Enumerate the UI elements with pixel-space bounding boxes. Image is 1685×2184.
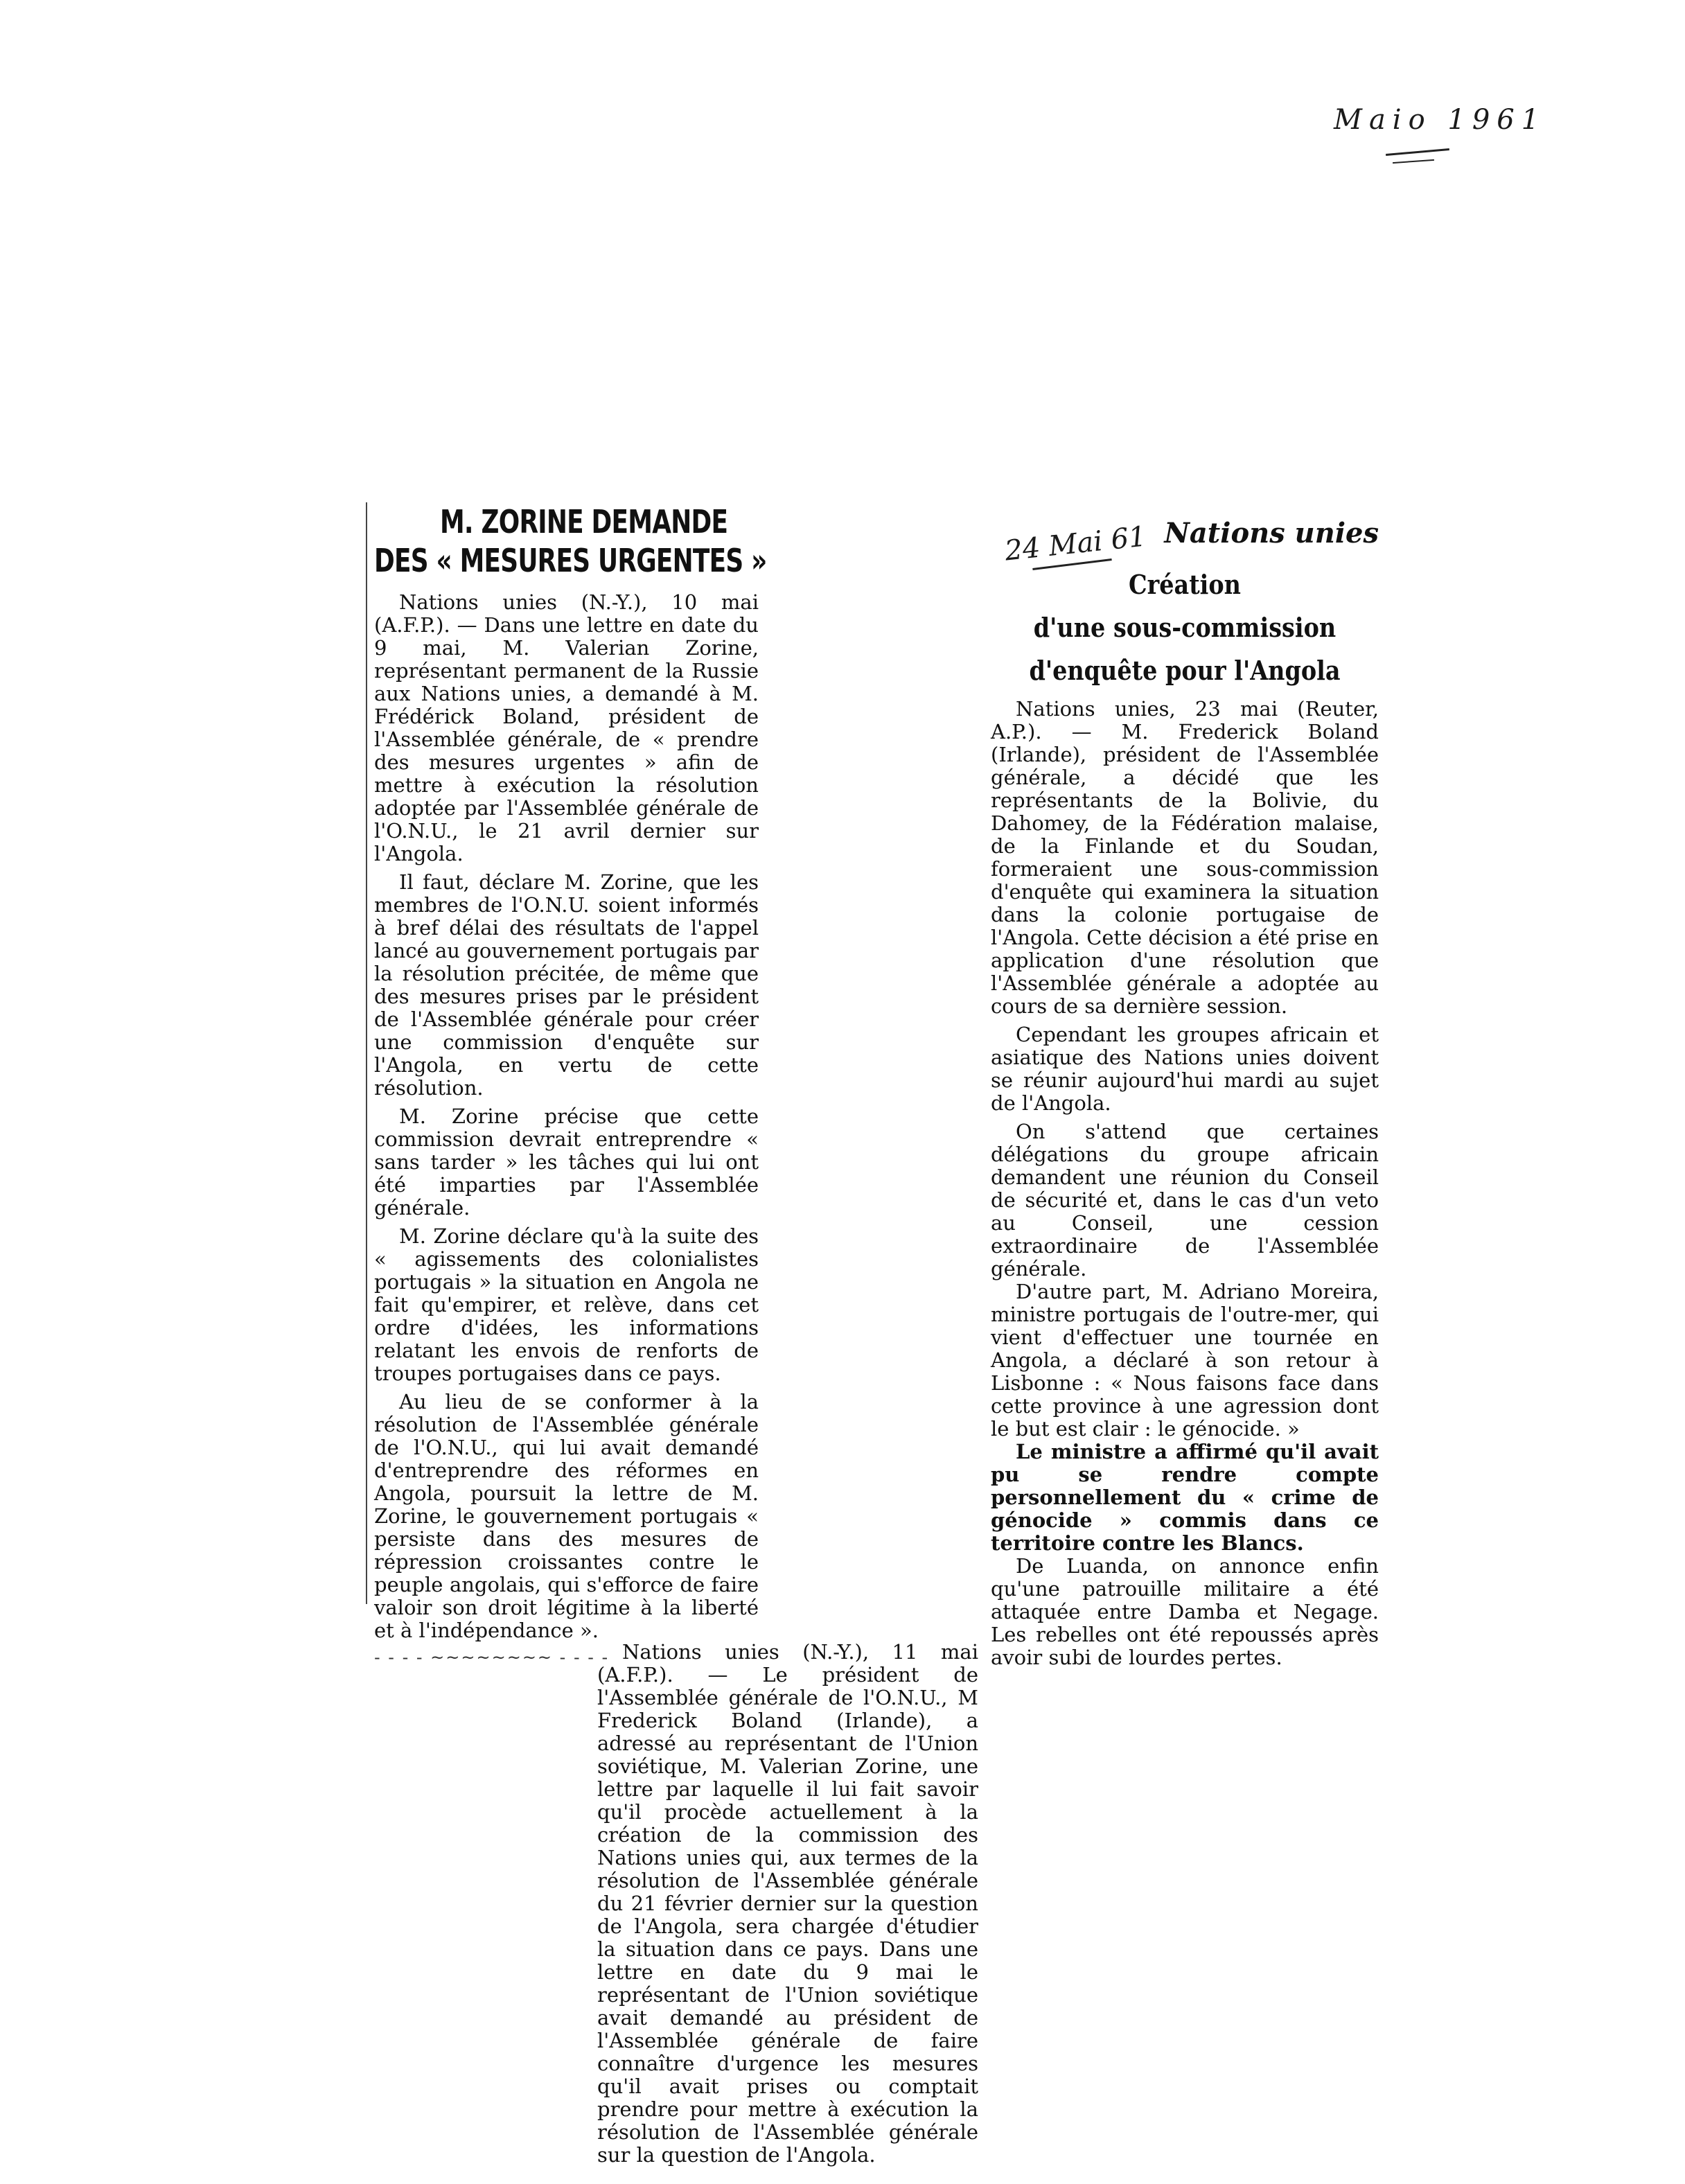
article-paragraph: Cependant les groupes africain et asiatique des Nations unies doivent se réunir aujourd'hui mardi au sujet de l'Angola.	[991, 1023, 1379, 1115]
article-sous-commission-clipping	[991, 509, 1379, 1669]
clipping-cut-mark: - - - - ~~~~~~~~ - - - -	[374, 1648, 610, 1667]
clipping-cut-edge	[366, 502, 367, 1604]
title-line-2: d'une sous-commission	[1033, 612, 1336, 643]
article-paragraph: M. Zorine précise que cette commission devrait entreprendre « sans tarder » les tâches qui lui ont été imparties par l'Assemblée générale.	[374, 1104, 759, 1219]
article-paragraph: Au lieu de se conformer à la résolution de l'Assemblée générale de l'O.N.U., qui lui avait demandé d'entreprendre des réformes en Angola, poursuit la lettre de M. Zorine, le gouvernement portugais « persiste dans des mesures de répression croissantes contre le peuple angolais, qui s'efforce de faire valoir son droit légitime à la liberté et à l'indépendance ».	[374, 1390, 759, 1642]
article-paragraph: On s'attend que certaines délégations du groupe africain demandent une réunion du Conseil de sécurité et, dans le cas d'un veto au Conseil, une cession extraordinaire de l'Assemblée générale.	[991, 1120, 1379, 1280]
section-rubric: Nations unies	[1164, 517, 1379, 549]
article-paragraph: Nations unies (N.-Y.), 11 mai (A.F.P.). — Le président de l'Assemblée générale de l'O.N.U., M Frederick Boland (Irlande), a adressé au représentant de l'Union soviétique, M. Valerian Zorine, une lettre par laquelle il lui fait savoir qu'il procède actuellement à la création de la commission des Nations unies qui, aux termes de la résolution de l'Assemblée générale du 21 février dernier sur la question de l'Angola, sera chargée d'étudier la situation dans ce pays. Dans une lettre en date du 9 mai le représentant de l'Union soviétique avait demandé au président de l'Assemblée générale de faire connaître d'urgence les mesures qu'il avait prises ou comptait prendre pour mettre à exécution la résolution de l'Assemblée générale sur la question de l'Angola.	[597, 1640, 978, 2167]
article-paragraph: Nations unies, 23 mai (Reuter, A.P.). — M. Frederick Boland (Irlande), président de l'Assemblée générale, a décidé que les représentants de la Bolivie, du Dahomey, de la Fédération malaise, de la Finlande et du Soudan, formeraient une sous-commission d'enquête qui examinera la situation dans la colonie portugaise de l'Angola. Cette décision a été prise en application d'une résolution que l'Assemblée générale a adoptée au cours de sa dernière session.	[991, 697, 1379, 1018]
handwritten-underline-2	[1393, 159, 1434, 164]
article-paragraph: Le ministre a affirmé qu'il avait pu se rendre compte personnellement du « crime de génocide » commis dans ce territoire contre les Blancs.	[991, 1440, 1379, 1555]
article-boland-reply-clipping	[597, 1641, 978, 2167]
title-line-3: d'enquête pour l'Angola	[1029, 655, 1341, 686]
article-paragraph: Nations unies (N.-Y.), 10 mai (A.F.P.). — Dans une lettre en date du 9 mai, M. Valerian Zorine, représentant permanent de la Russie aux Nations unies, a demandé à M. Frédérick Boland, président de l'Assemblée générale, de « prendre des mesures urgentes » afin de mettre à exécution la résolution adoptée par l'Assemblée générale de l'O.N.U., le 21 avril dernier sur l'Angola.	[374, 590, 759, 865]
article-paragraph: M. Zorine déclare qu'à la suite des « agissements des colonialistes portugais » la situation en Angola ne fait qu'empirer, et relève, dans cet ordre d'idées, les informations relatant les envois de renforts de troupes portugaises dans ce pays.	[374, 1224, 759, 1385]
handwritten-underline	[1386, 148, 1449, 156]
title-line-1: Création	[1129, 569, 1241, 600]
article-paragraph: Il faut, déclare M. Zorine, que les membres de l'O.N.U. soient informés à bref délai des résultats de l'appel lancé au gouvernement portugais par la résolution précitée, de même que des mesures prises par le président de l'Assemblée générale pour créer une commission d'enquête sur l'Angola, en vertu de cette résolution.	[374, 870, 759, 1100]
handwritten-date-reference: 24 Mai 61	[1003, 520, 1148, 567]
article-paragraph: D'autre part, M. Adriano Moreira, ministre portugais de l'outre-mer, qui vient d'effectuer une tournée en Angola, a déclaré à son retour à Lisbonne : « Nous faisons face dans cette province à une agression dont le but est clair : le génocide. »	[991, 1280, 1379, 1441]
handwritten-date-note: Maio 1961	[1334, 104, 1546, 136]
article-paragraph: De Luanda, on annonce enfin qu'une patrouille militaire a été attaquée entre Damba et Negage. Les rebelles ont été repoussés après avoir subi de lourdes pertes.	[991, 1554, 1379, 1669]
article-title	[991, 563, 1379, 692]
headline-line-1: M. ZORINE DEMANDE	[440, 503, 728, 540]
article-zorine-clipping	[374, 502, 767, 1667]
headline-line-2: DES « MESURES URGENTES »	[374, 542, 767, 579]
